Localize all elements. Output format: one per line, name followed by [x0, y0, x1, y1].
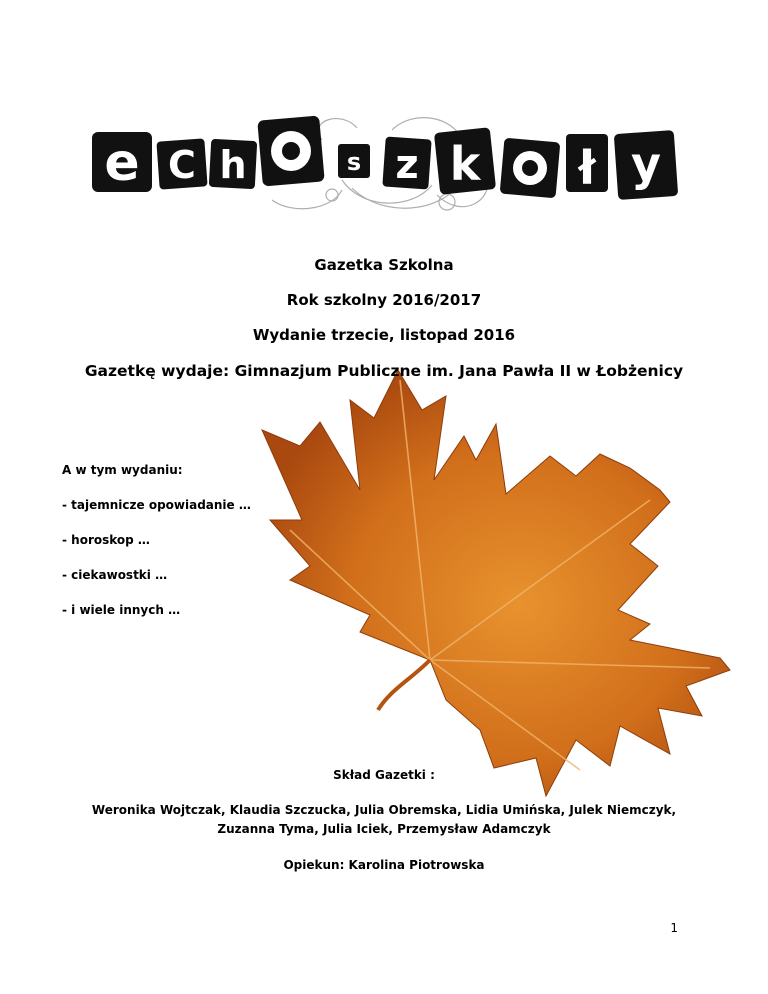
staff-members-line-2: Zuzanna Tyma, Julia Iciek, Przemysław Adamczyk — [217, 822, 551, 836]
edition: Wydanie trzecie, listopad 2016 — [252, 326, 516, 344]
publisher: Gazetkę wydaje: Gimnazjum Publiczne im. Jana Pawła II w Łobżenicy — [84, 362, 684, 380]
staff-heading: Skład Gazetki : — [333, 768, 435, 782]
maple-leaf-image — [250, 370, 768, 810]
supervisor: Opiekun: Karolina Piotrowska — [283, 858, 485, 872]
svg-text:y: y — [631, 137, 661, 191]
staff-members-line-1: Weronika Wojtczak, Klaudia Szczucka, Julia Obremska, Lidia Umińska, Julek Niemczyk, — [91, 803, 677, 817]
svg-text:s: s — [346, 148, 362, 176]
list-item: - tajemnicze opowiadanie … — [62, 498, 251, 512]
svg-text:z: z — [395, 142, 419, 188]
newsletter-title: Gazetka Szkolna — [314, 256, 454, 274]
svg-text:C: C — [168, 143, 196, 187]
svg-text:ł: ł — [578, 141, 596, 195]
issue-contents — [62, 462, 251, 637]
svg-text:k: k — [449, 137, 481, 191]
list-item: - i wiele innych … — [62, 603, 181, 617]
school-year: Rok szkolny 2016/2017 — [286, 291, 482, 309]
svg-text:e: e — [104, 133, 140, 193]
list-item: - horoskop … — [62, 533, 150, 547]
echo-szkoly-logo — [92, 110, 682, 220]
page-number: 1 — [670, 921, 678, 935]
list-item: - ciekawostki … — [62, 568, 168, 582]
svg-text:h: h — [219, 143, 247, 187]
contents-heading: A w tym wydaniu: — [62, 463, 183, 477]
